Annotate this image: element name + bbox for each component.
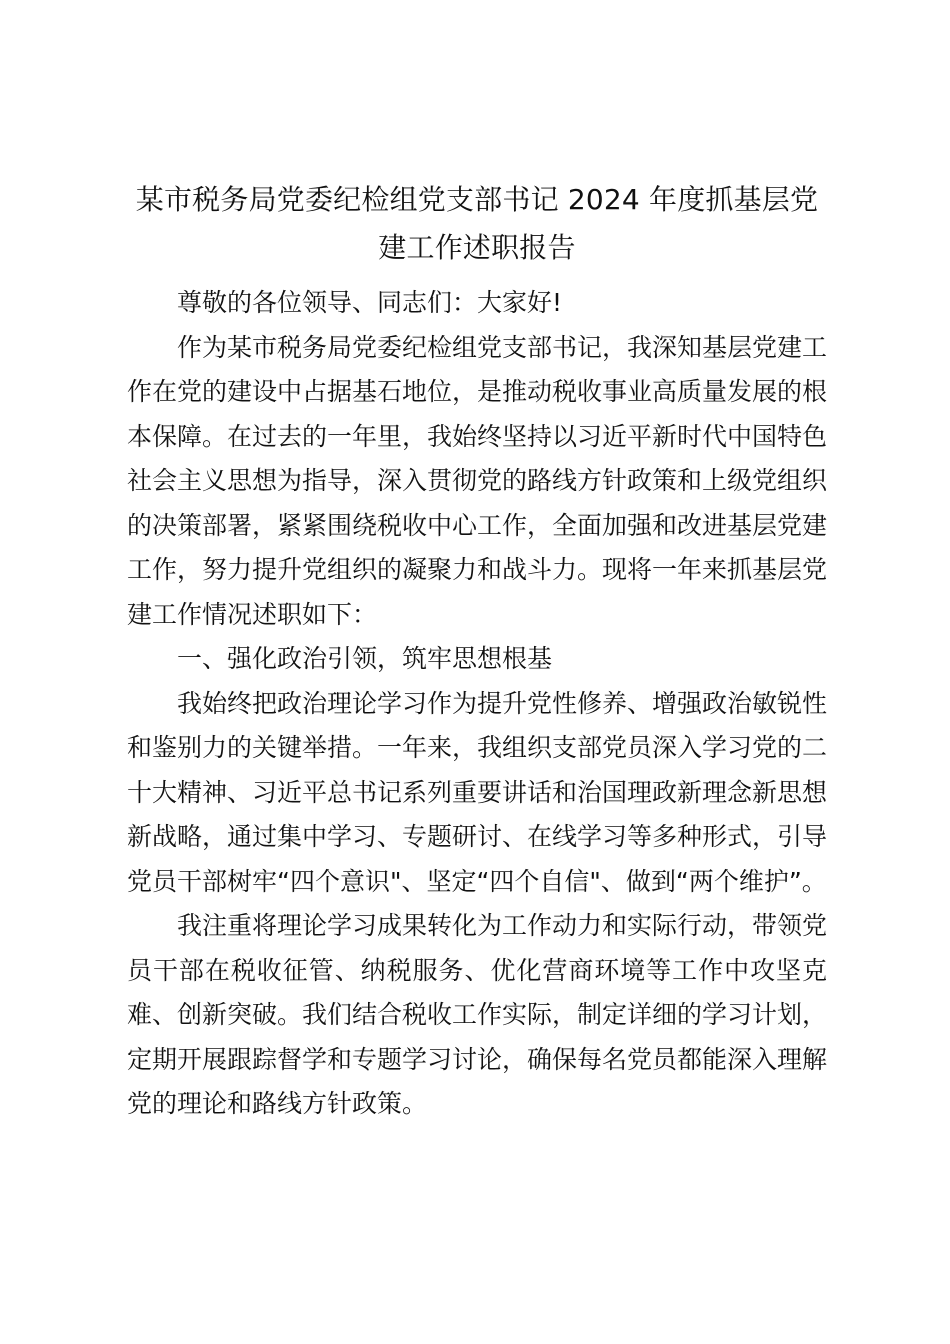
body-paragraph: 我注重将理论学习成果转化为工作动力和实际行动，带领党员干部在税收征管、纳税服务、优化营商环境等工作中攻坚克难、创新突破。我们结合税收工作实际，制定详细的学习计划，定期开展跟踪督学和专题学习讨论，确保每名党员都能深入理解党的理论和路线方针政策。 [127, 911, 828, 1118]
intro-paragraph: 作为某市税务局党委纪检组党支部书记，我深知基层党建工作在党的建设中占据基石地位，是推动税收事业高质量发展的根本保障。在过去的一年里，我始终坚持以习近平新时代中国特色社会主义思想为指导，深入贯彻党的路线方针政策和上级党组织的决策部署，紧紧围绕税收中心工作，全面加强和改进基层党建工作，努力提升党组织的凝聚力和战斗力。现将一年来抓基层党建工作情况述职如下： [127, 332, 828, 629]
greeting-paragraph: 尊敬的各位领导、同志们：大家好! [177, 288, 563, 317]
section-heading: 一、强化政治引领，筑牢思想根基 [177, 644, 553, 673]
document-title: 某市税务局党委纪检组党支部书记 2024 年度抓基层党建工作述职报告 [135, 183, 819, 264]
document-body [127, 176, 827, 1127]
body-paragraph: 我始终把政治理论学习作为提升党性修养、增强政治敏锐性和鉴别力的关键举措。一年来，我组织支部党员深入学习党的二十大精神、习近平总书记系列重要讲话和治国理政新理念新思想新战略，通过集中学习、专题研讨、在线学习等多种形式，引导党员干部树牢“四个意识"、坚定“四个自信"、做到“两个维护”。 [127, 688, 828, 896]
